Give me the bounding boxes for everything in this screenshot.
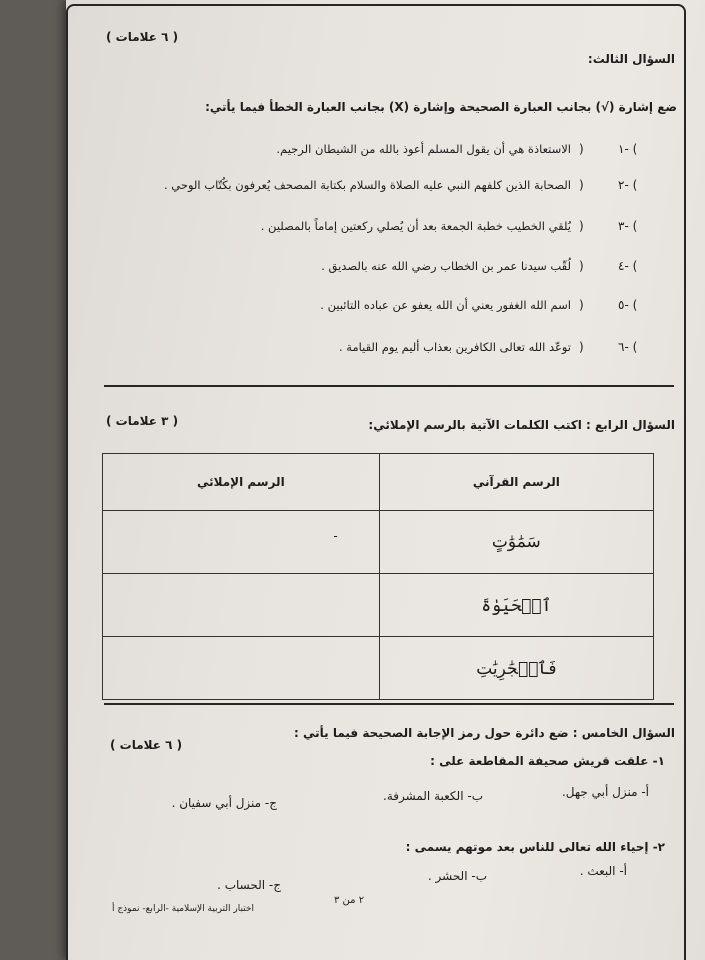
col-imlaei-header: الرسم الإملائي [103,454,380,511]
item-number: ٢- ( [618,178,638,192]
spelling-table [102,453,654,700]
exam-label: اختبار التربية الإسلامية -الرابع- نموذج أ [112,904,254,914]
item-text: اسم الله الغفور يعني أن الله يعفو عن عباده التائبين . [320,298,571,312]
item-number: ١- ( [618,142,638,156]
q5-title: السؤال الخامس : ضع دائرة حول رمز الإجابة الصحيحة فيما يأتي : [294,726,675,740]
q5-2-option-c[interactable]: ج- الحساب . [217,878,281,892]
answer-bracket-close[interactable]: ) [579,142,584,156]
table-row [103,511,654,574]
item-text: لُقّب سيدنا عمر بن الخطاب رضي الله عنه بالصديق . [321,259,571,273]
section-divider [104,703,674,705]
table-row [103,574,654,637]
q5-1-option-a[interactable]: أ- منزل أبي جهل. [561,785,649,799]
q5-2-stem: ٢- إحياء الله تعالى للناس بعد موتهم يسمى : [405,840,665,854]
answer-bracket-close[interactable]: ) [579,298,584,312]
page-number: ٢ من ٣ [334,895,365,906]
item-text: توعّد الله تعالى الكافرين بعذاب أليم يوم القيامة . [338,340,571,354]
answer-bracket-close[interactable]: ) [579,219,584,233]
answer-cell[interactable] [103,574,380,637]
q4-title: السؤال الرابع : اكتب الكلمات الآتية بالرسم الإملائي: [368,418,675,432]
q3-instruction: ضع إشارة (√) بجانب العبارة الصحيحة وإشارة (X) بجانب العبارة الخطأ فيما يأتي: [205,100,677,114]
item-text: الاستعاذة هي أن يقول المسلم أعوذ بالله من الشيطان الرجيم. [276,142,571,156]
quran-word: فَٱلۡجَٰرِيَٰتِ [379,637,653,700]
table-header-row [103,454,654,511]
item-text: يُلقي الخطيب خطبة الجمعة بعد أن يُصلي ركعتين إماماً بالمصلين . [260,219,571,233]
answer-bracket-close[interactable]: ) [579,340,584,354]
answer-cell[interactable] [103,511,380,574]
q5-1-stem: ١- علقت قريش صحيفة المقاطعة على : [430,754,665,768]
answer-bracket-close[interactable]: ) [579,178,584,192]
item-number: ٣- ( [618,219,638,233]
table-row [103,637,654,700]
section-divider [104,385,674,387]
q5-1-option-c[interactable]: ج- منزل أبي سفيان . [171,796,277,810]
answer-cell[interactable] [103,637,380,700]
item-text: الصحابة الذين كلفهم النبي عليه الصلاة والسلام بكتابة المصحف يُعرفون بكُتّاب الوحي . [163,178,571,192]
q4-marks: ( ٣ علامات ) [106,414,179,428]
col-quran-header: الرسم القرآني [379,454,653,511]
stray-mark: - [333,528,338,543]
q3-marks: ( ٦ علامات ) [106,30,179,44]
q5-1-option-b[interactable]: ب- الكعبة المشرفة. [383,789,483,803]
quran-word: سَمَٰوَٰتٍ [379,511,653,574]
item-number: ٥- ( [618,298,638,312]
q5-marks: ( ٦ علامات ) [110,738,183,752]
quran-word: ٱلۡحَيَوٰةَ [379,574,653,637]
exam-paper [66,0,705,960]
q5-2-option-a[interactable]: أ- البعث . [579,864,627,878]
q3-title: السؤال الثالث: [587,52,675,66]
item-number: ٦- ( [618,340,638,354]
q5-2-option-b[interactable]: ب- الحشر . [427,869,487,883]
item-number: ٤- ( [618,259,638,273]
answer-bracket-close[interactable]: ) [579,259,584,273]
